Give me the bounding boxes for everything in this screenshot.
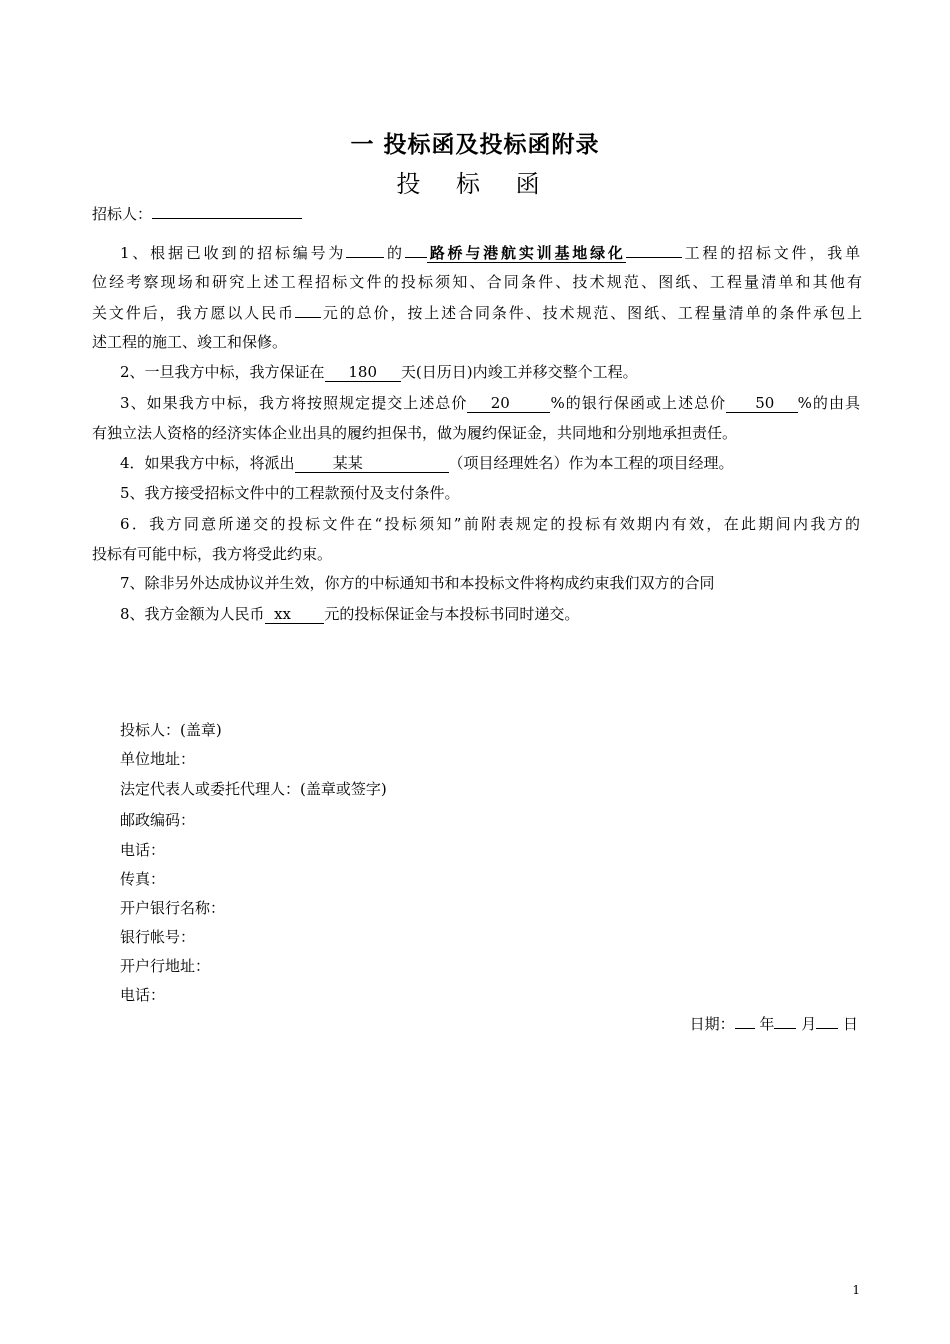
project-name: 路桥与港航实训基地绿化 xyxy=(426,244,626,262)
guarantee-percent-2: 50 xyxy=(755,394,775,412)
completion-days: 180 xyxy=(348,363,378,381)
company-address-line: 单位地址： xyxy=(120,750,196,768)
date-line: 日期： 年 月 日 xyxy=(689,1015,858,1033)
page-number: 1 xyxy=(852,1283,860,1297)
guarantee-percent-1: 20 xyxy=(490,394,510,412)
paragraph-1-line-3: 关文件后，我方愿以人民币 元的总价，按上述合同条件、技术规范、图纸、工程量清单的条件承包上 xyxy=(92,304,862,322)
bank-account-line: 银行帐号： xyxy=(120,928,196,946)
fax-line: 传真： xyxy=(120,870,166,888)
paragraph-3-line-1: 3、如果我方中标，我方将按照规定提交上述总价 20 %的银行保函或上述总价 50 %的由具 xyxy=(120,394,860,412)
bank-name-line: 开户银行名称： xyxy=(120,899,226,917)
paragraph-1-line-1: 1、根据已收到的招标编号为 的 路桥与港航实训基地绿化 工程的招标文件，我单 xyxy=(120,244,860,262)
project-manager: 某某 xyxy=(332,454,363,472)
deposit-amount: xx xyxy=(274,605,292,623)
bidder-seal-line: 投标人：(盖章) xyxy=(120,721,222,739)
total-price-blank xyxy=(295,302,321,318)
representative-line: 法定代表人或委托代理人：(盖章或签字) xyxy=(120,780,387,798)
document-title: 一 投标函及投标函附录 xyxy=(350,132,600,158)
paragraph-3-line-2: 有独立法人资格的经济实体企业出具的履约担保书，做为履约保证金，共同地和分别地承担责任。 xyxy=(92,424,738,442)
recipient-blank xyxy=(152,203,302,219)
paragraph-1-line-2: 位经考察现场和研究上述工程招标文件的投标须知、合同条件、技术规范、图纸、工程量清单和其他有 xyxy=(92,273,862,291)
paragraph-5: 5、我方接受招标文件中的工程款预付及支付条件。 xyxy=(120,484,460,502)
bank-address-line: 开户行地址： xyxy=(120,957,211,975)
recipient-line xyxy=(92,203,862,224)
paragraph-6-line-2: 投标有可能中标，我方将受此约束。 xyxy=(92,545,333,563)
paragraph-8: 8、我方金额为人民币 xx 元的投标保证金与本投标书同时递交。 xyxy=(120,605,580,623)
phone-line: 电话： xyxy=(120,841,166,859)
postcode-line: 邮政编码： xyxy=(120,811,196,829)
paragraph-2: 2、一旦我方中标，我方保证在 180 天(日历日)内竣工并移交整个工程。 xyxy=(120,363,638,381)
phone2-line: 电话： xyxy=(120,986,166,1004)
paragraph-7: 7、除非另外达成协议并生效，你方的中标通知书和本投标文件将构成约束我们双方的合同 xyxy=(120,574,715,592)
recipient-label: 招标人： xyxy=(92,205,153,223)
paragraph-4: 4．如果我方中标，将派出 某某 （项目经理姓名）作为本工程的项目经理。 xyxy=(120,454,734,472)
bid-number-blank xyxy=(346,242,384,258)
document-subtitle: 投 标 函 xyxy=(396,170,554,198)
paragraph-1-line-4: 述工程的施工、竣工和保修。 xyxy=(92,333,288,351)
paragraph-6-line-1: 6．我方同意所递交的投标文件在“投标须知”前附表规定的投标有效期内有效，在此期间内我方的 xyxy=(120,515,860,533)
